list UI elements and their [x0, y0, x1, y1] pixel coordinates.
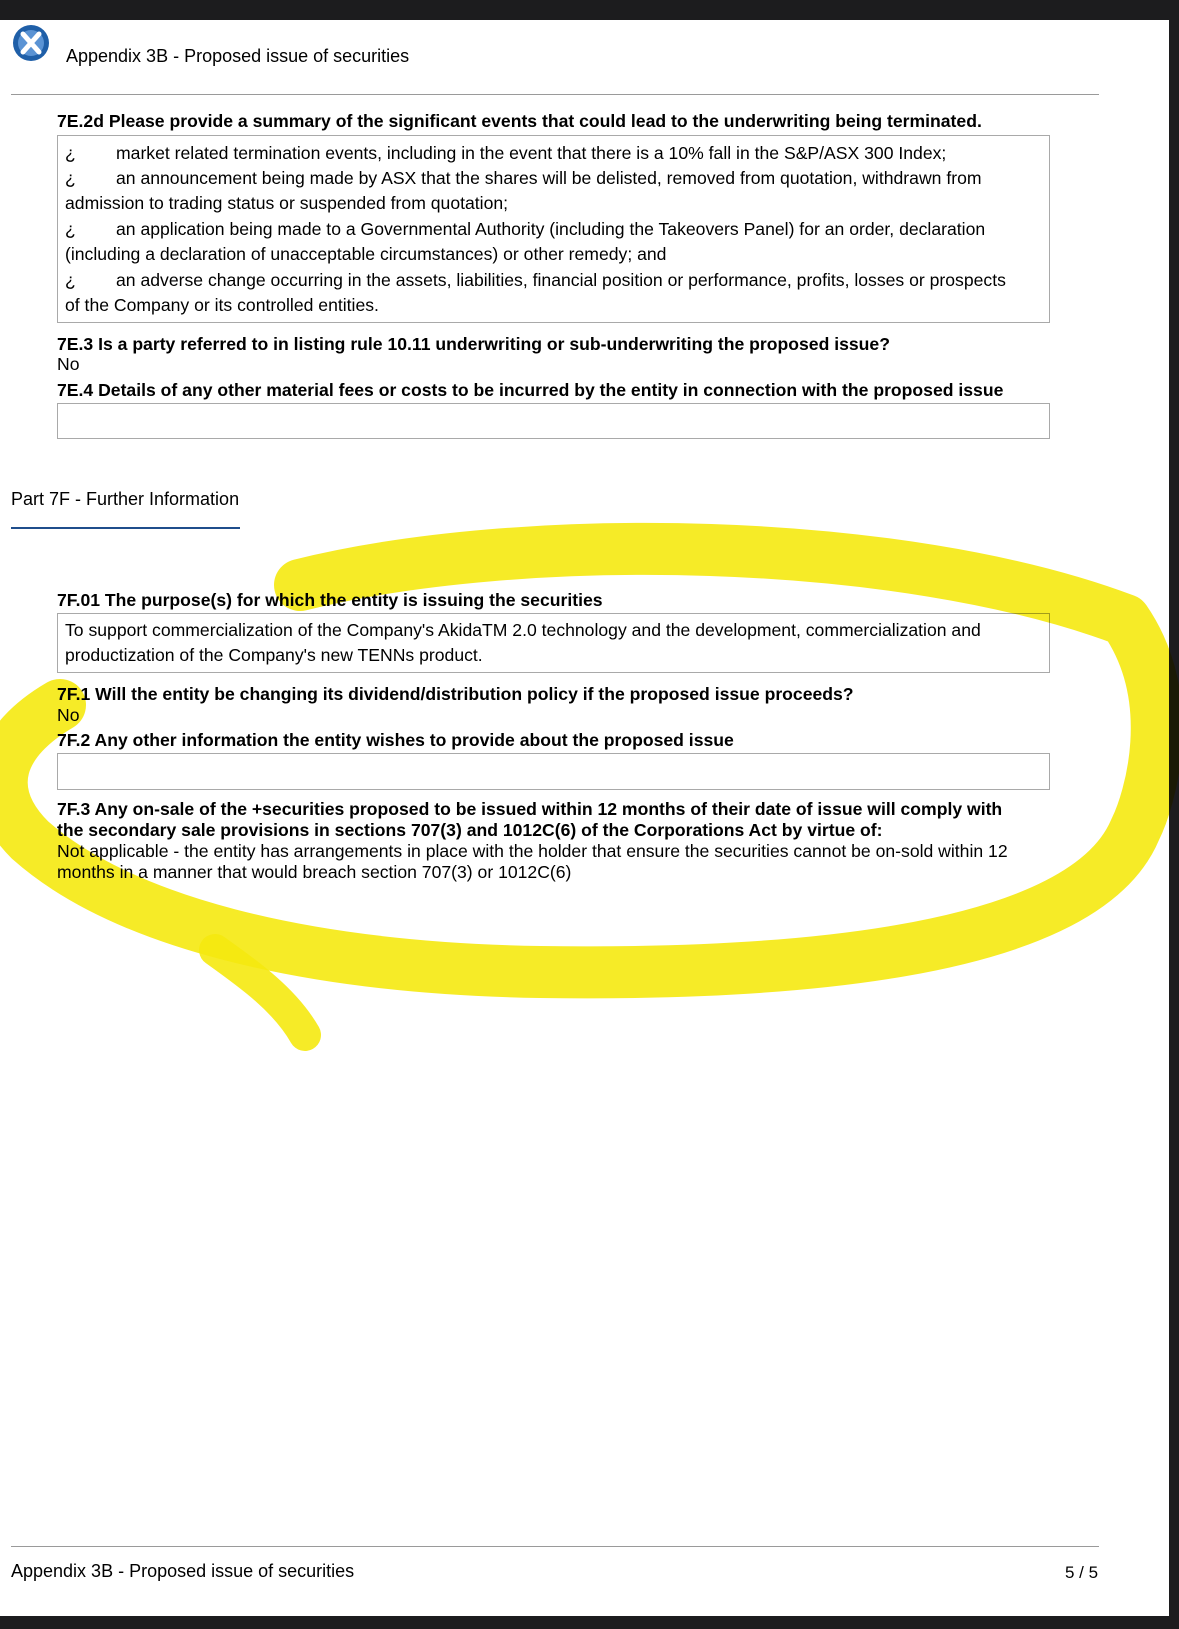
header-title: Appendix 3B - Proposed issue of securities [66, 46, 410, 66]
question-7f01: 7F.01 The purpose(s) for which the entity is issuing the securities [57, 590, 603, 610]
list-item: ¿ an adverse change occurring in the assets, liabilities, financial position or performance, profits, losses or prospects [65, 268, 1041, 294]
viewer-edge [1169, 0, 1179, 1629]
list-item-continuation: (including a declaration of unacceptable circumstances) or other remedy; and [65, 244, 667, 264]
list-item-continuation: admission to trading status or suspended from quotation; [65, 193, 509, 213]
list-item: ¿ an application being made to a Governmental Authority (including the Takeovers Panel) for an order, declaration [65, 217, 1041, 243]
question-7e3: 7E.3 Is a party referred to in listing rule 10.11 underwriting or sub-underwriting the proposed issue? [57, 334, 890, 354]
footer-title: Appendix 3B - Proposed issue of securities [11, 1561, 355, 1581]
answer-box-7e4 [57, 403, 1050, 439]
question-7f1: 7F.1 Will the entity be changing its dividend/distribution policy if the proposed issue proceeds? [57, 684, 854, 704]
section-underline [11, 527, 240, 529]
list-item-continuation: of the Company or its controlled entities. [65, 295, 379, 315]
header-rule [11, 94, 1099, 95]
list-item: ¿ an announcement being made by ASX that the shares will be delisted, removed from quotation, withdrawn from [65, 166, 1041, 192]
answer-box-7f2 [57, 753, 1050, 790]
asx-logo-icon [12, 24, 50, 62]
bullet-icon: ¿ [65, 270, 76, 290]
question-7f3: 7F.3 Any on-sale of the +securities proposed to be issued within 12 months of their date of issue will comply with the secondary sale provisions in sections 707(3) and 1012C(6) of the Corporations Act by virtue of: [57, 799, 1003, 840]
question-7e2d: 7E.2d Please provide a summary of the significant events that could lead to the underwriting being terminated. [57, 111, 982, 131]
answer-7f3: Not applicable - the entity has arrangements in place with the holder that ensure the securities cannot be on-sold within 12 months in a manner that would breach section 707(3) or 1012C(6) [57, 841, 1008, 882]
answer-box-7f01: To support commercialization of the Company's AkidaTM 2.0 technology and the development, commercialization and productization of the Company's new TENNs product. [57, 613, 1050, 673]
section-title-7f: Part 7F - Further Information [11, 489, 240, 509]
answer-box-7e2d [57, 135, 1050, 323]
question-7e4: 7E.4 Details of any other material fees or costs to be incurred by the entity in connection with the proposed issue [57, 380, 1004, 400]
answer-7e3: No [57, 354, 80, 374]
answer-7f1: No [57, 705, 80, 725]
list-item: ¿ market related termination events, including in the event that there is a 10% fall in the S&P/ASX 300 Index; [65, 141, 1041, 167]
bullet-icon: ¿ [65, 168, 76, 188]
page-number: 5 / 5 [1065, 1563, 1099, 1582]
bullet-icon: ¿ [65, 143, 76, 163]
bullet-icon: ¿ [65, 219, 76, 239]
question-7f2: 7F.2 Any other information the entity wishes to provide about the proposed issue [57, 730, 734, 750]
footer-rule [11, 1546, 1099, 1547]
